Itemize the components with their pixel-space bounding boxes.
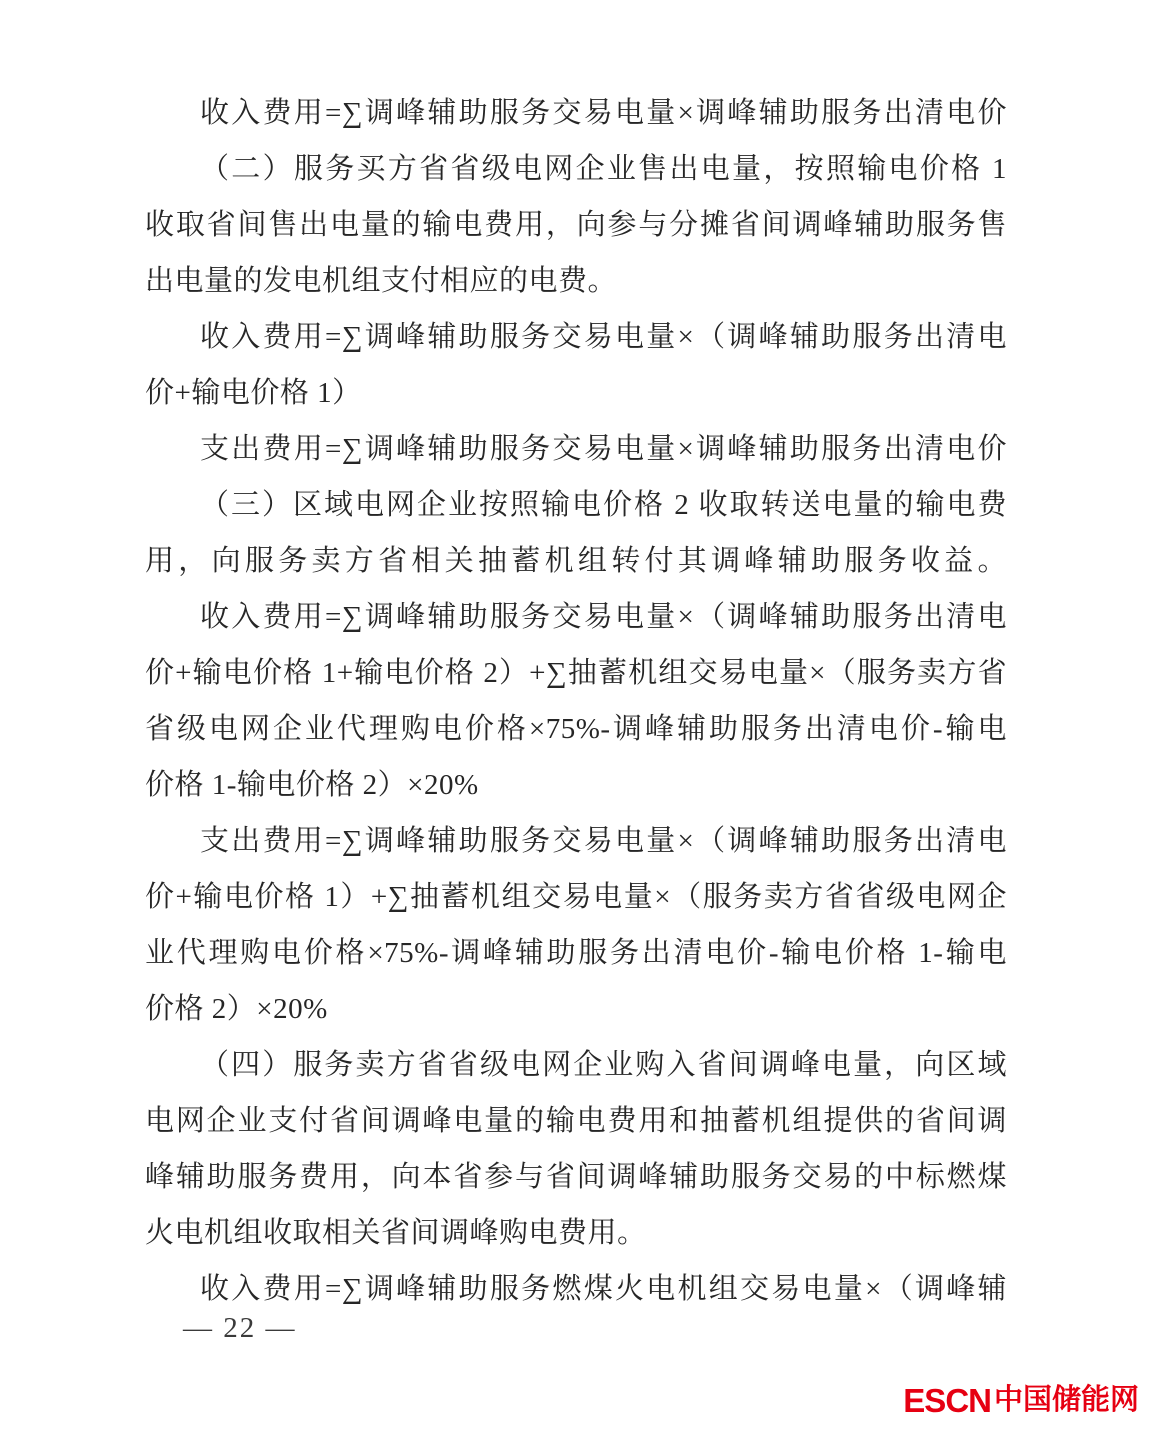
text-line: 支出费用=∑调峰辅助服务交易电量×（调峰辅助服务出清电 <box>200 825 1007 857</box>
text-line: （四）服务卖方省省级电网企业购入省间调峰电量，向区域 <box>200 1049 1007 1081</box>
text-line: 收入费用=∑调峰辅助服务交易电量×调峰辅助服务出清电价 <box>200 97 1007 129</box>
page-number: — 22 — <box>183 1312 297 1344</box>
document-body <box>145 85 1007 1317</box>
text-line: 价+输电价格 1+输电价格 2）+∑抽蓄机组交易电量×（服务卖方省 <box>145 657 1007 689</box>
text-line: 收入费用=∑调峰辅助服务交易电量×（调峰辅助服务出清电 <box>200 321 1007 353</box>
escn-logo-cjk: 中国储能网 <box>993 1384 1139 1416</box>
escn-watermark-logo <box>903 1384 1139 1417</box>
escn-logo-latin: ESCN <box>903 1382 991 1419</box>
text-line: 价+输电价格 1）+∑抽蓄机组交易电量×（服务卖方省省级电网企 <box>145 881 1007 913</box>
text-line: 火电机组收取相关省间调峰购电费用。 <box>145 1217 647 1249</box>
text-line: 收入费用=∑调峰辅助服务燃煤火电机组交易电量×（调峰辅 <box>200 1273 1007 1305</box>
text-line: 价格 2）×20% <box>145 993 328 1025</box>
text-line: （二）服务买方省省级电网企业售出电量，按照输电价格 1 <box>200 153 1007 185</box>
text-line: （三）区域电网企业按照输电价格 2 收取转送电量的输电费 <box>200 489 1007 521</box>
text-line: 支出费用=∑调峰辅助服务交易电量×调峰辅助服务出清电价 <box>200 433 1007 465</box>
text-line: 峰辅助服务费用，向本省参与省间调峰辅助服务交易的中标燃煤 <box>145 1161 1007 1193</box>
text-line: 用，向服务卖方省相关抽蓄机组转付其调峰辅助服务收益。 <box>145 545 1007 577</box>
text-line: 电网企业支付省间调峰电量的输电费用和抽蓄机组提供的省间调 <box>145 1105 1007 1137</box>
text-line: 省级电网企业代理购电价格×75%-调峰辅助服务出清电价-输电 <box>145 713 1007 745</box>
text-line: 出电量的发电机组支付相应的电费。 <box>145 265 618 297</box>
text-line: 收入费用=∑调峰辅助服务交易电量×（调峰辅助服务出清电 <box>200 601 1007 633</box>
text-line: 价格 1-输电价格 2）×20% <box>145 769 479 801</box>
text-line: 价+输电价格 1） <box>145 377 362 409</box>
text-line: 业代理购电价格×75%-调峰辅助服务出清电价-输电价格 1-输电 <box>145 937 1007 969</box>
text-line: 收取省间售出电量的输电费用，向参与分摊省间调峰辅助服务售 <box>145 209 1007 241</box>
